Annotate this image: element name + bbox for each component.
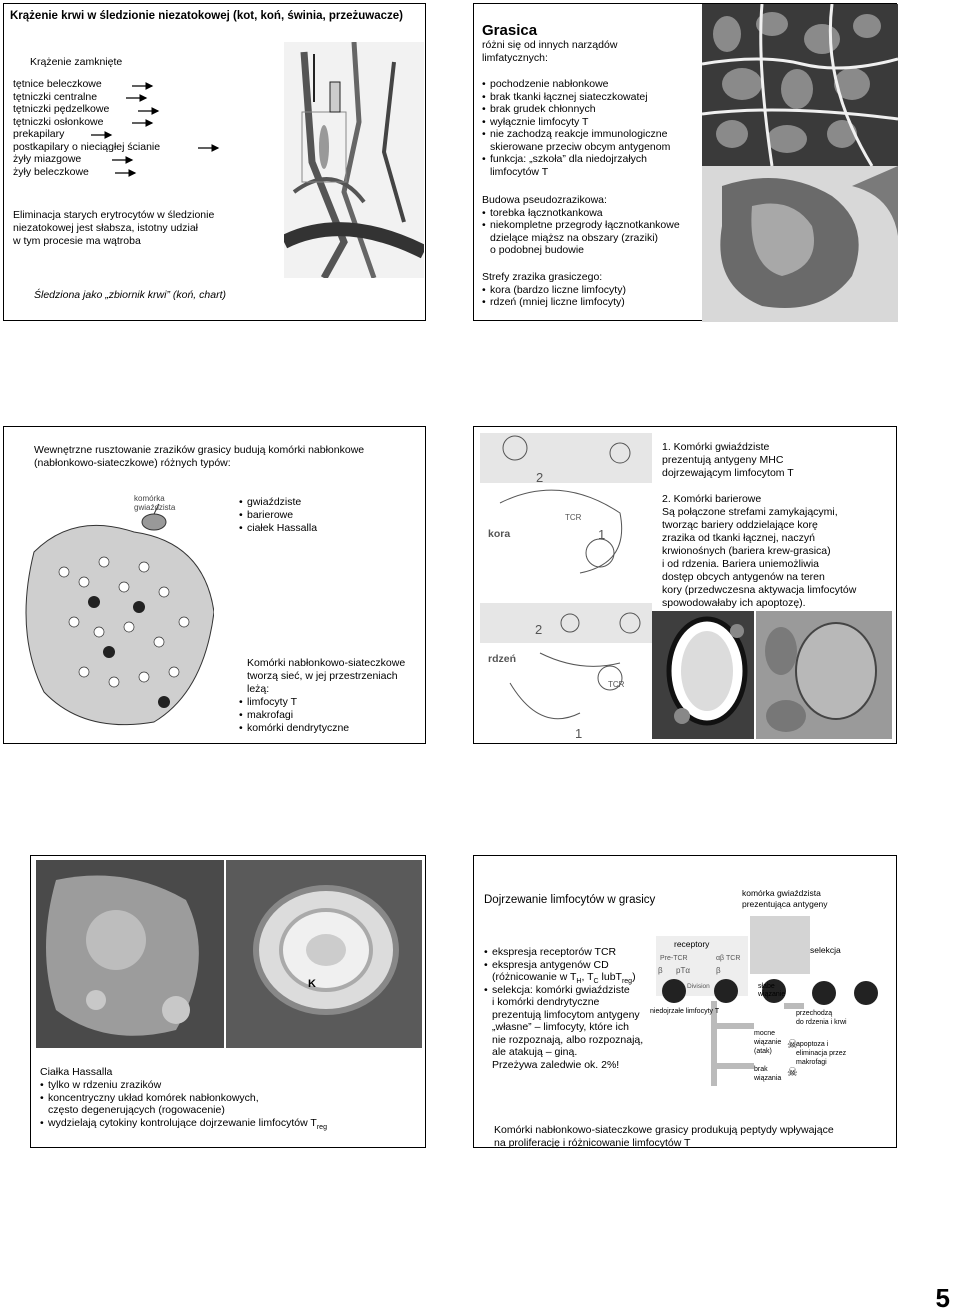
vessel-item: postkapilary o nieciągłej ścianie [13,140,161,153]
cd-cont: (różnicowanie w $T_H$, $T_C$ lubT$_{reg}$) [492,971,636,986]
vessel-micrograph [652,611,754,739]
footer-line: Komórki nabłonkowo-siateczkowe grasicy produkują peptydy wpływające [494,1124,834,1136]
sel-line: „własne” – limfocyty, które ich [492,1021,629,1033]
sel-line: prezentują limfocytom antygeny [492,1008,640,1021]
title-line: (nabłonkowo-siateczkowe) różnych typów: [34,457,231,469]
para-line: tworzą sieć, w jej przestrzeniach [247,670,398,682]
budowa-list [482,207,680,232]
marker-2: 2 [536,470,544,485]
mocne-label: mocne [754,1030,776,1037]
hassall-item: • wydzielają cytokiny kontrolujące dojrzewanie limfocytów $T_{reg}$ [40,1117,327,1135]
vessel-item: żyły miazgowe [13,153,82,165]
slide-maturation [473,855,897,1148]
pta-label: pTα [676,966,690,975]
slide-title: Dojrzewanie limfocytów w grasicy [484,894,656,906]
slide-cell-functions [473,426,897,744]
slide-subtitle: Krążenie zamknięte [30,56,123,68]
immature-label: niedojrzałe limfocyty T [650,1008,720,1015]
p1-line: dojrzewającym limfocytom T [662,467,794,479]
p2-line: Są połączone strefami zamykającymi, [662,506,838,518]
p2-line: 2. Komórki barierowe [662,493,762,505]
strefy-list [482,284,626,309]
budowa-title: Budowa pseudozrazikowa: [482,194,607,206]
p2-line: kory (przedwczesna aktywacja limfocytów [662,584,857,596]
spleen-vessel-drawing [284,42,424,278]
apc-label: prezentująca antygeny [742,899,828,909]
p1-line: prezentują antygeny MHC [662,454,784,466]
hassall-list [40,1117,327,1135]
rdzen-label: rdzeń [488,653,517,665]
thymus-micrograph-low [702,4,898,166]
budowa-item: • niekompletne przegrody łącznotkankowe [482,219,680,232]
maturation-item: • selekcja: komórki gwiaździste [484,984,630,997]
marker-k: K [308,978,316,990]
skull-icon: ☠ [787,1037,798,1051]
p2-line: tworząc bariery oddzielające korę [662,519,818,531]
marker-1: 1 [598,527,606,542]
slide-title: Grasica [482,22,538,39]
hassall-list [40,1079,259,1104]
skull-icon: ☠ [787,1065,798,1079]
cortex-medulla-diagram [480,433,652,739]
brak-label: wiązania [754,1075,782,1082]
subtitle-line: różni się od innych narządów [482,39,618,51]
vessel-item: żyły beleczkowe [13,165,89,178]
sel-line: nie rozpoznają, albo rozpoznają, [492,1033,644,1046]
page-number: 5 [935,1283,950,1313]
title-line: Wewnętrzne rusztowanie zrazików grasicy budują komórki nabłonkowe [34,444,365,456]
hassall-item: • tylko w rdzeniu zrazików [40,1079,259,1092]
vessel-item: prekapilary [13,128,65,140]
p2-line: spowodowałaby ich apoptozę). [662,597,806,609]
caption: Śledziona jako „zbiornik krwi” (koń, chart) [34,289,226,301]
feature-item: • brak grudek chłonnych [482,103,667,116]
feature-item: • nie zachodzą reakcje immunologiczne [482,128,667,141]
diagram-label: gwiaździsta [134,503,176,512]
marker-2: 2 [535,622,543,637]
para-line: leżą: [247,683,270,695]
sel-line: i komórki dendrytyczne [492,996,600,1008]
maturation-diagram [650,916,898,1092]
strefy-item: • rdzeń (mniej liczne limfocyty) [482,296,626,309]
beta-label: β [716,966,721,975]
abtcr-label: αβ TCR [716,955,741,962]
vessel-item: tętnice beleczkowe [13,78,102,90]
p2-line: i od rdzenia. Bariera uniemożliwia [662,558,819,570]
slide-title: Krążenie krwi w śledzionie niezatokowej (kot, koń, świnia, przeżuwacze) [10,10,404,22]
strefy-item: • kora (bardzo liczne limfocyty) [482,284,626,297]
przechodza-label: do rdzenia i krwi [796,1019,847,1026]
hassall-cont: często degenerujących (rogowacenie) [48,1104,225,1116]
slabe-label: wiązanie [758,991,786,998]
tcr-label: TCR [608,680,625,689]
content-item: • limfocyty T [239,696,349,709]
slide-spleen-circulation [3,3,426,321]
cell-type-item: • ciałek Hassalla [239,522,317,535]
p2-line: krwionośnych (bariera krew-grasica) [662,545,831,557]
footer-line: na proliferację i różnicowanie limfocytów T [494,1137,691,1149]
apoptoza-label: eliminacja przez [796,1050,847,1057]
sel-line: ale atakują – giną. [492,1046,578,1058]
epithelial-network-drawing [14,492,214,734]
p2-line: zrazika od tkanki łącznej, naczyń [662,532,815,544]
feature-item: • funkcja: „szkoła” dla niedojrzałych [482,153,647,166]
maturation-item: • ekspresja receptorów TCR [484,946,616,959]
content-item: • komórki dendrytyczne [239,722,349,735]
p1-line: 1. Komórki gwiaździste [662,441,770,453]
pretcr-label: Pre-TCR [660,955,688,962]
hassall-item: • koncentryczny układ komórek nabłonkowych, [40,1092,259,1105]
receptory-label: receptory [674,939,710,949]
slide-hassall [30,855,426,1148]
subtitle-line: limfatycznych: [482,52,548,64]
division-label: Division [687,983,710,990]
sel-line: Przeżywa zaledwie ok. 2%! [492,1058,620,1071]
maturation-item: • ekspresja antygenów CD [484,959,616,972]
apoptoza-label: makrofagi [796,1059,827,1066]
apoptoza-label: apoptoza i [796,1041,829,1048]
brak-label: brak [754,1066,768,1073]
apc-label: komórka gwiaździsta [742,888,821,898]
feature-item: • brak tkanki łącznej siateczkowatej [482,91,667,104]
budowa-item: • torebka łącznotkankowa [482,207,680,220]
beta-label: β [658,966,663,975]
cell-type-item: • barierowe [239,509,317,522]
cell-type-list [239,496,317,535]
przechodza-label: przechodzą [796,1010,833,1017]
note-line: Eliminacja starych erytrocytów w śledzionie [13,209,215,221]
hassall-corpuscle-micrograph [226,860,422,1048]
marker-1: 1 [575,726,583,739]
slabe-label: słabe [758,983,775,990]
kora-label: kora [488,528,511,540]
vessel-item: tętniczki pędzelkowe [13,103,110,115]
note-line: niezatokowej jest słabsza, istotny udział [13,222,199,234]
budowa-cont: dzielące miąższ na obszary (zraziki) [490,231,659,244]
para-line: Komórki nabłonkowo-siateczkowe [247,657,406,669]
diagram-label: komórka [134,494,165,503]
selekcja-label: selekcja [810,945,841,955]
feature-cont: limfocytów T [490,165,549,178]
thymus-lobule-micrograph [36,860,224,1048]
tcr-label: TCR [565,513,582,522]
maturation-list [484,946,616,971]
strefy-title: Strefy zrazika grasiczego: [482,271,603,283]
vessel-item: tętniczki osłonkowe [13,115,104,128]
p2-line: dostęp obcych antygenów na teren [662,571,825,583]
slide-thymus-intro [473,3,897,321]
slide-epithelial-cells [3,426,426,744]
maturation-list [484,984,630,997]
feature-list [482,153,647,166]
note-line: w tym procesie ma wątroba [13,235,141,247]
slide-title: Ciałka Hassalla [40,1066,113,1078]
thymus-micrograph-high [702,166,898,322]
content-list [239,696,349,735]
electron-micrograph [756,611,892,739]
budowa-cont: o podobnej budowie [490,244,584,256]
cell-type-item: • gwiaździste [239,496,317,509]
content-item: • makrofagi [239,709,349,722]
feature-item: • pochodzenie nabłonkowe [482,78,667,91]
mocne-label: (atak) [754,1048,772,1055]
vessel-item: tętniczki centralne [13,90,98,103]
feature-item: • wyłącznie limfocyty T [482,116,667,129]
feature-cont: skierowane przeciw obcym antygenom [490,140,671,153]
mocne-label: wiązanie [754,1039,782,1046]
feature-list [482,78,667,141]
